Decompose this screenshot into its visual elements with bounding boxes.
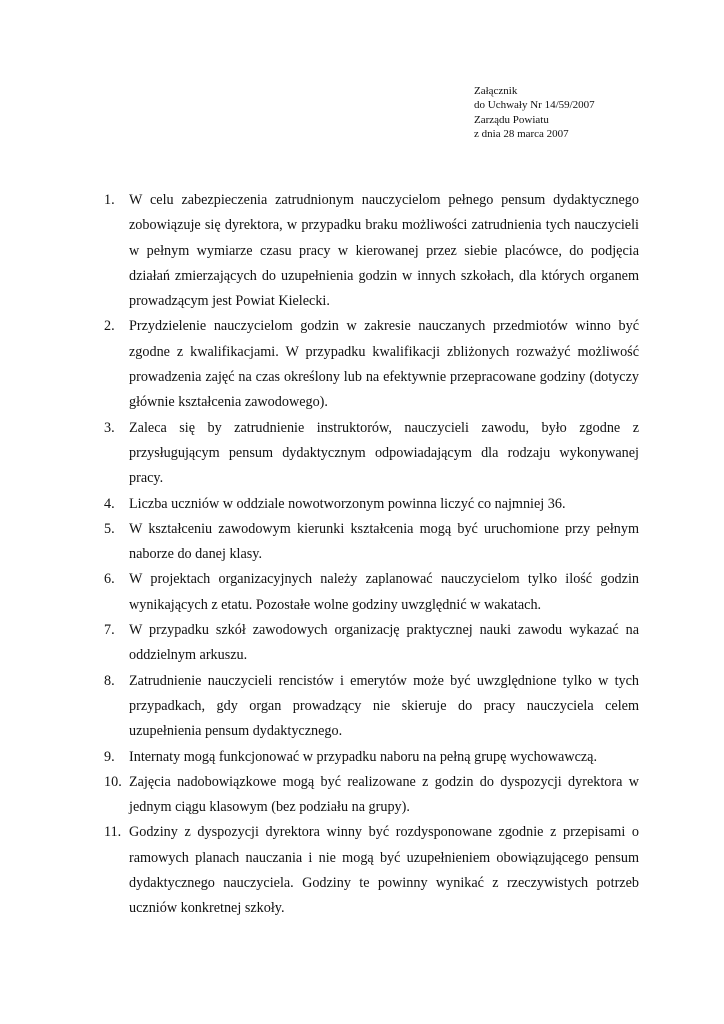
list-item-text: W kształceniu zawodowym kierunki kształcenia mogą być uruchomione przy pełnym naborze do danej klasy. — [129, 520, 639, 563]
list-item-number: 4. — [104, 495, 115, 512]
list-item — [104, 567, 639, 618]
list-item — [104, 745, 639, 770]
list-item-number: 10. — [104, 773, 122, 790]
list-item — [104, 669, 639, 745]
list-item-text: Zajęcia nadobowiązkowe mogą być realizowane z godzin do dyspozycji dyrektora w jednym ciągu klasowym (bez podziału na grupy). — [129, 773, 639, 816]
list-item — [104, 770, 639, 821]
attachment-header — [474, 84, 704, 141]
header-resolution-number: do Uchwały Nr 14/59/2007 — [474, 99, 595, 112]
list-item — [104, 188, 639, 314]
list-item — [104, 416, 639, 492]
list-item-text: Zatrudnienie nauczycieli rencistów i emerytów może być uwzględnione tylko w tych przypadkach, gdy organ prowadzący nie skieruje do pracy nauczyciela celem uzupełnienia pensum dydaktycznego. — [129, 672, 639, 740]
list-item-text: Liczba uczniów w oddziale nowotworzonym powinna liczyć co najmniej 36. — [129, 495, 566, 512]
list-item-number: 3. — [104, 419, 115, 436]
list-item-number: 9. — [104, 748, 115, 765]
list-item — [104, 492, 639, 517]
list-item-text: Przydzielenie nauczycielom godzin w zakresie nauczanych przedmiotów winno być zgodne z kwalifikacjami. W przypadku kwalifikacji zbliżonych rozważyć możliwość prowadzenia zajęć na czas określony lub na efektywnie przepracowane godziny (dotyczy głównie kształcenia zawodowego). — [129, 318, 639, 411]
list-item-number: 5. — [104, 520, 115, 537]
list-item-text: W przypadku szkół zawodowych organizację praktycznej nauki zawodu wykazać na oddzielnym arkuszu. — [129, 622, 639, 664]
list-item — [104, 314, 639, 415]
list-item-number: 8. — [104, 672, 115, 689]
list-item-number: 6. — [104, 571, 115, 588]
list-item-text: Zaleca się by zatrudnienie instruktorów, nauczycieli zawodu, było zgodne z przysługującym pensum dydaktycznym odpowiadającym dla rodzaju wykonywanej pracy. — [129, 419, 639, 487]
list-item — [104, 618, 639, 669]
list-item-number: 2. — [104, 318, 115, 335]
list-item — [104, 517, 639, 568]
list-item-text: Godziny z dyspozycji dyrektora winny być rozdysponowane zgodnie z przepisami o ramowych planach nauczania i nie mogą być uzupełnieniem obowiązującego pensum dydaktycznego nauczyciela. Godziny te powinny wynikać z rzeczywistych potrzeb uczniów konkretnej szkoły. — [129, 824, 639, 917]
list-item-text: W projektach organizacyjnych należy zaplanować nauczycielom tylko ilość godzin wynikających z etatu. Pozostałe wolne godziny uwzględnić w wakatach. — [129, 571, 639, 613]
list-item-text: W celu zabezpieczenia zatrudnionym nauczycielom pełnego pensum dydaktycznego zobowiązuje się dyrektora, w przypadku braku możliwości zatrudnienia tych nauczycieli w pełnym wymiarze czasu pracy w kierowanej przez siebie placówce, do podjęcia działań zmierzających do uzupełnienia godzin w innych szkołach, dla których organem prowadzącym jest Powiat Kielecki. — [129, 192, 639, 310]
list-item-number: 1. — [104, 192, 115, 208]
list-item-number: 7. — [104, 622, 115, 639]
list-item-number: 11. — [104, 824, 122, 841]
header-attachment-label: Załącznik — [474, 85, 518, 97]
list-item-text: Internaty mogą funkcjonować w przypadku naboru na pełną grupę wychowawczą. — [129, 748, 598, 765]
list-item — [104, 820, 639, 921]
provisions-list — [104, 188, 639, 922]
header-date: z dnia 28 marca 2007 — [474, 127, 569, 140]
header-board-name: Zarządu Powiatu — [474, 113, 549, 126]
